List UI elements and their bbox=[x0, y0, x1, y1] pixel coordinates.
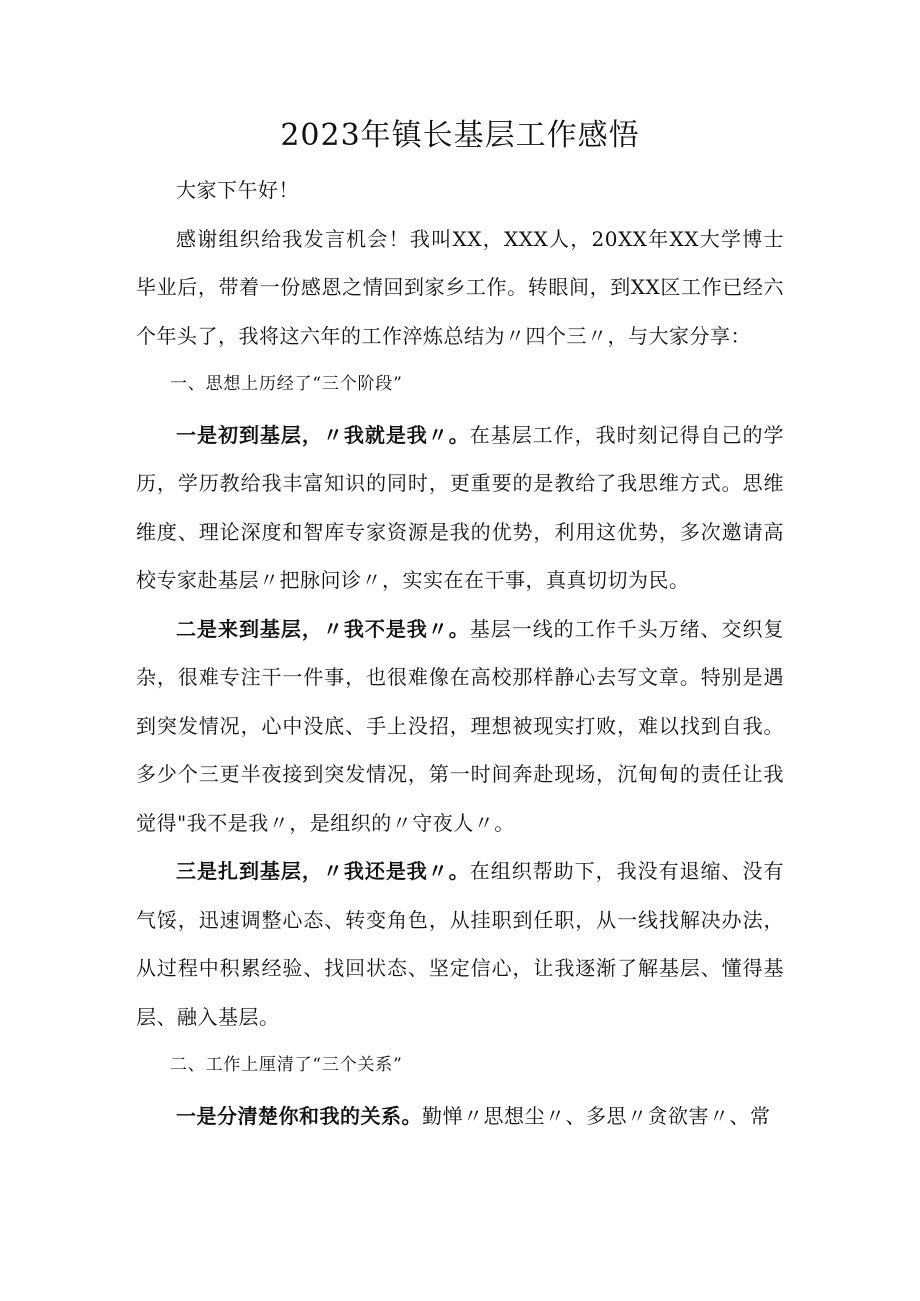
section-1-item-1-lead: 一是初到基层，〃我就是我〃。 bbox=[176, 422, 470, 447]
section-1-item-1 bbox=[136, 411, 784, 605]
section-2-item-1-text: 勤惮〃思想尘〃、多思〃贪欲害〃、常 bbox=[422, 1103, 771, 1128]
section-2-item-1-lead: 一是分清楚你和我的关系。 bbox=[176, 1103, 422, 1128]
section-2-item-1 bbox=[136, 1092, 784, 1141]
greeting-paragraph: 大家下午好！ bbox=[176, 178, 299, 202]
section-1-item-3 bbox=[136, 847, 784, 1041]
section-2-heading: 二、工作上厘清了“三个关系” bbox=[170, 1055, 403, 1075]
intro-paragraph: 感谢组织给我发言机会！我叫XX，XXX人，20XX年XX大学博士毕业后，带着一份感恩之情回到家乡工作。转眼间，到XX区工作已经六个年头了，我将这六年的工作淬炼总结为〃四个三〃，与大家分享： bbox=[136, 226, 784, 348]
section-1-item-2 bbox=[136, 605, 784, 848]
section-1-item-3-text: 在组织帮助下，我没有退缩、没有气馁，迅速调整心态、转变角色，从挂职到任职，从一线找解决办法，从过程中积累经验、找回状态、坚定信心，让我逐渐了解基层、懂得基层、融入基层。 bbox=[136, 859, 784, 1029]
document-title: 2023年镇长基层工作感悟 bbox=[280, 118, 640, 153]
document-body bbox=[136, 166, 784, 1140]
section-1-heading: 一、思想上历经了“三个阶段” bbox=[170, 374, 403, 394]
section-1-item-3-lead: 三是扎到基层，〃我还是我〃。 bbox=[176, 859, 470, 883]
section-1-item-1-text: 在基层工作，我时刻记得自己的学历，学历教给我丰富知识的同时，更重要的是教给了我思维方式。思维维度、理论深度和智库专家资源是我的优势，利用这优势，多次邀请高校专家赴基层〃把脉问诊〃，实实在在干事，真真切切为民。 bbox=[136, 422, 784, 592]
section-1-item-2-lead: 二是来到基层，〃我不是我〃。 bbox=[176, 616, 470, 641]
section-1-item-2-text: 基层一线的工作千头万绪、交织复杂，很难专注干一件事，也很难像在高校那样静心去写文章。特别是遇到突发情况，心中没底、手上没招，理想被现实打败，难以找到自我。多少个三更半夜接到突发情况，第一时间奔赴现场，沉甸甸的责任让我觉得"我不是我〃，是组织的〃守夜人〃。 bbox=[136, 616, 784, 835]
